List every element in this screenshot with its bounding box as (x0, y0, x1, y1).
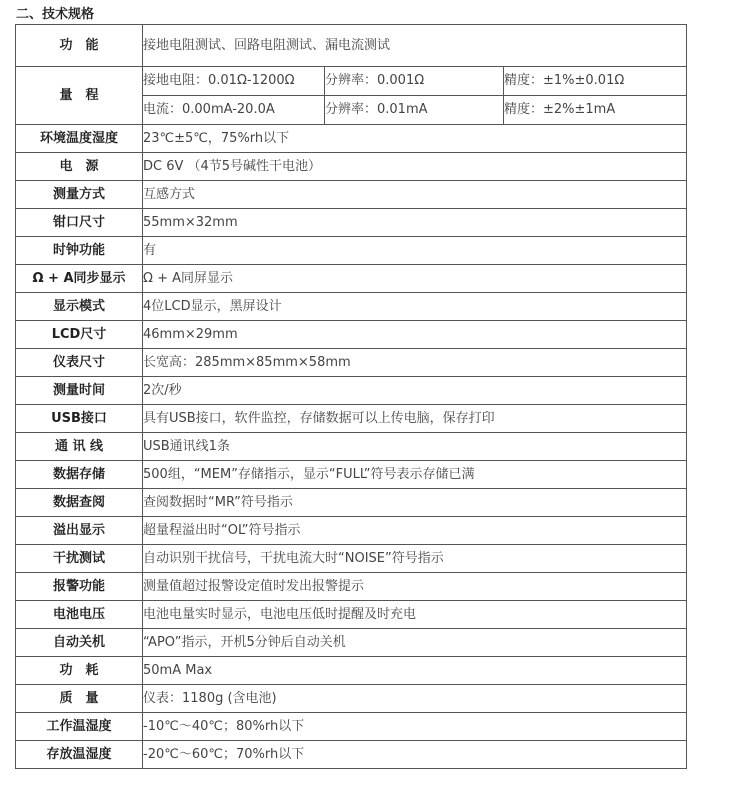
range-resolution: 分辨率：0.01mA (325, 96, 504, 125)
row-label: 功 能 (16, 25, 143, 67)
row-label: 数据存储 (16, 461, 143, 489)
row-value: -10℃～40℃；80%rh以下 (143, 713, 687, 741)
row-value: 互感方式 (143, 181, 687, 209)
row-value: USB通讯线1条 (143, 433, 687, 461)
row-label: 数据查阅 (16, 489, 143, 517)
table-row (16, 209, 687, 237)
row-value: 55mm×32mm (143, 209, 687, 237)
row-value: 46mm×29mm (143, 321, 687, 349)
table-row (16, 657, 687, 685)
row-label: USB接口 (16, 405, 143, 433)
section-title: 二、技术规格 (16, 7, 95, 22)
row-label: 报警功能 (16, 573, 143, 601)
table-row (16, 461, 687, 489)
table-row (16, 545, 687, 573)
row-value: 500组，“MEM”存储指示，显示“FULL”符号表示存储已满 (143, 461, 687, 489)
row-value: 2次/秒 (143, 377, 687, 405)
row-label: 测量方式 (16, 181, 143, 209)
row-value: 自动识别干扰信号，干扰电流大时“NOISE”符号指示 (143, 545, 687, 573)
table-row (16, 181, 687, 209)
row-label: 自动关机 (16, 629, 143, 657)
range-resolution: 分辨率：0.001Ω (325, 67, 504, 96)
row-label: 电 源 (16, 153, 143, 181)
row-label: 存放温湿度 (16, 741, 143, 769)
row-value: “APO”指示，开机5分钟后自动关机 (143, 629, 687, 657)
table-row (16, 237, 687, 265)
table-row (16, 685, 687, 713)
table-row-range (16, 67, 687, 96)
table-row (16, 405, 687, 433)
row-label: 工作温湿度 (16, 713, 143, 741)
row-label: 质 量 (16, 685, 143, 713)
row-value: 测量值超过报警设定值时发出报警提示 (143, 573, 687, 601)
row-label: 仪表尺寸 (16, 349, 143, 377)
table-row (16, 573, 687, 601)
table-row (16, 293, 687, 321)
row-value: 查阅数据时“MR”符号指示 (143, 489, 687, 517)
row-value: 具有USB接口，软件监控，存储数据可以上传电脑，保存打印 (143, 405, 687, 433)
table-row (16, 377, 687, 405)
row-value: 接地电阻测试、回路电阻测试、漏电流测试 (143, 25, 687, 67)
table-row (16, 629, 687, 657)
table-row (16, 125, 687, 153)
row-label: 溢出显示 (16, 517, 143, 545)
spec-table (15, 24, 687, 769)
table-row (16, 153, 687, 181)
row-label: 显示模式 (16, 293, 143, 321)
table-row (16, 489, 687, 517)
row-value: 超量程溢出时“OL”符号指示 (143, 517, 687, 545)
row-label: 时钟功能 (16, 237, 143, 265)
table-row (16, 433, 687, 461)
row-value: -20℃～60℃；70%rh以下 (143, 741, 687, 769)
table-row (16, 349, 687, 377)
row-value: 长宽高：285mm×85mm×58mm (143, 349, 687, 377)
range-ground-resistance: 接地电阻：0.01Ω-1200Ω (143, 67, 325, 96)
row-label: 环境温度湿度 (16, 125, 143, 153)
row-label: 通 讯 线 (16, 433, 143, 461)
row-value: Ω + A同屏显示 (143, 265, 687, 293)
row-value: DC 6V （4节5号碱性干电池） (143, 153, 687, 181)
table-row (16, 601, 687, 629)
row-label: 量 程 (16, 67, 143, 125)
row-value: 50mA Max (143, 657, 687, 685)
table-row-function (16, 25, 687, 67)
range-accuracy: 精度：±2%±1mA (504, 96, 687, 125)
row-label: 功 耗 (16, 657, 143, 685)
table-row (16, 321, 687, 349)
row-label: 钳口尺寸 (16, 209, 143, 237)
row-value: 23℃±5℃，75%rh以下 (143, 125, 687, 153)
range-accuracy: 精度：±1%±0.01Ω (504, 67, 687, 96)
row-value: 有 (143, 237, 687, 265)
row-value: 电池电量实时显示，电池电压低时提醒及时充电 (143, 601, 687, 629)
table-row (16, 741, 687, 769)
row-label: Ω + A同步显示 (16, 265, 143, 293)
row-value: 4位LCD显示，黑屏设计 (143, 293, 687, 321)
row-value: 仪表：1180g (含电池) (143, 685, 687, 713)
table-row (16, 713, 687, 741)
range-current: 电流：0.00mA-20.0A (143, 96, 325, 125)
table-row (16, 265, 687, 293)
row-label: LCD尺寸 (16, 321, 143, 349)
row-label: 测量时间 (16, 377, 143, 405)
row-label: 干扰测试 (16, 545, 143, 573)
row-label: 电池电压 (16, 601, 143, 629)
table-row (16, 517, 687, 545)
